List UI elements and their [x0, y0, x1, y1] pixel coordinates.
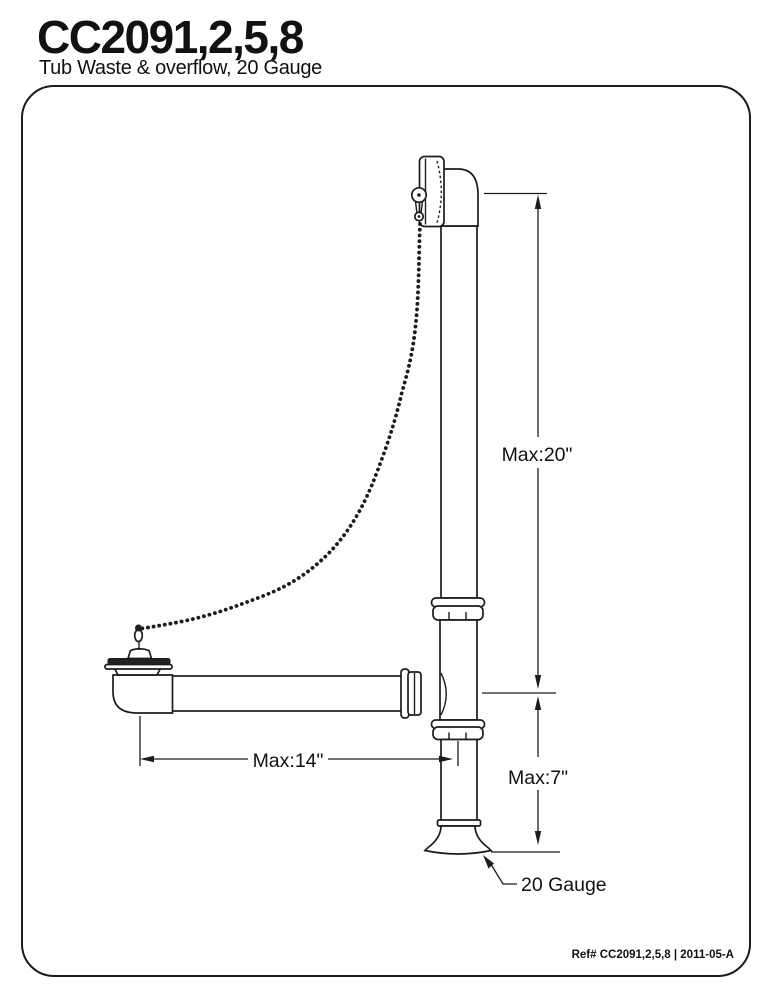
page-subtitle: Tub Waste & overflow, 20 Gauge	[39, 57, 323, 79]
overflow-riser-assembly	[401, 157, 491, 855]
drain-elbow	[113, 675, 173, 713]
leader-line-gauge	[489, 861, 517, 884]
dimension-annotations	[140, 194, 560, 885]
drain-stopper	[128, 649, 152, 659]
arrowhead-up-max20	[535, 195, 541, 210]
bell-flange	[425, 826, 491, 854]
upper-slip-nut-body	[433, 606, 483, 620]
tailpiece-pipe	[441, 740, 477, 822]
arrowhead-down-max7	[535, 831, 541, 845]
arrowhead-down-max20	[535, 675, 541, 689]
pulley-axle-dot	[417, 193, 421, 197]
max14-label: Max:14"	[252, 750, 324, 772]
overflow-elbow	[443, 169, 478, 226]
bell-collar	[438, 820, 481, 826]
arrowhead-left-max14	[140, 756, 154, 763]
bead-chain	[142, 224, 420, 629]
page-title: CC2091,2,5,8	[37, 11, 303, 63]
max20-label: Max:20"	[501, 444, 573, 466]
max7-label: Max:7"	[507, 767, 569, 789]
gauge-label: 20 Gauge	[521, 874, 607, 896]
arrowhead-up-max7	[535, 696, 541, 710]
pulley-chain-clasp-dot	[418, 215, 421, 218]
tee-fitting	[440, 620, 477, 720]
horizontal-pipe	[172, 676, 403, 711]
border-frame	[22, 86, 750, 976]
waste-arm-assembly	[105, 625, 403, 713]
reference-label: Ref# CC2091,2,5,8 | 2011-05-A	[571, 949, 734, 961]
lower-slip-nut-body	[433, 727, 483, 740]
drain-flange-rim-lower	[105, 665, 172, 670]
drain-flange-rim-upper	[108, 659, 170, 665]
upper-riser-pipe	[441, 226, 477, 598]
